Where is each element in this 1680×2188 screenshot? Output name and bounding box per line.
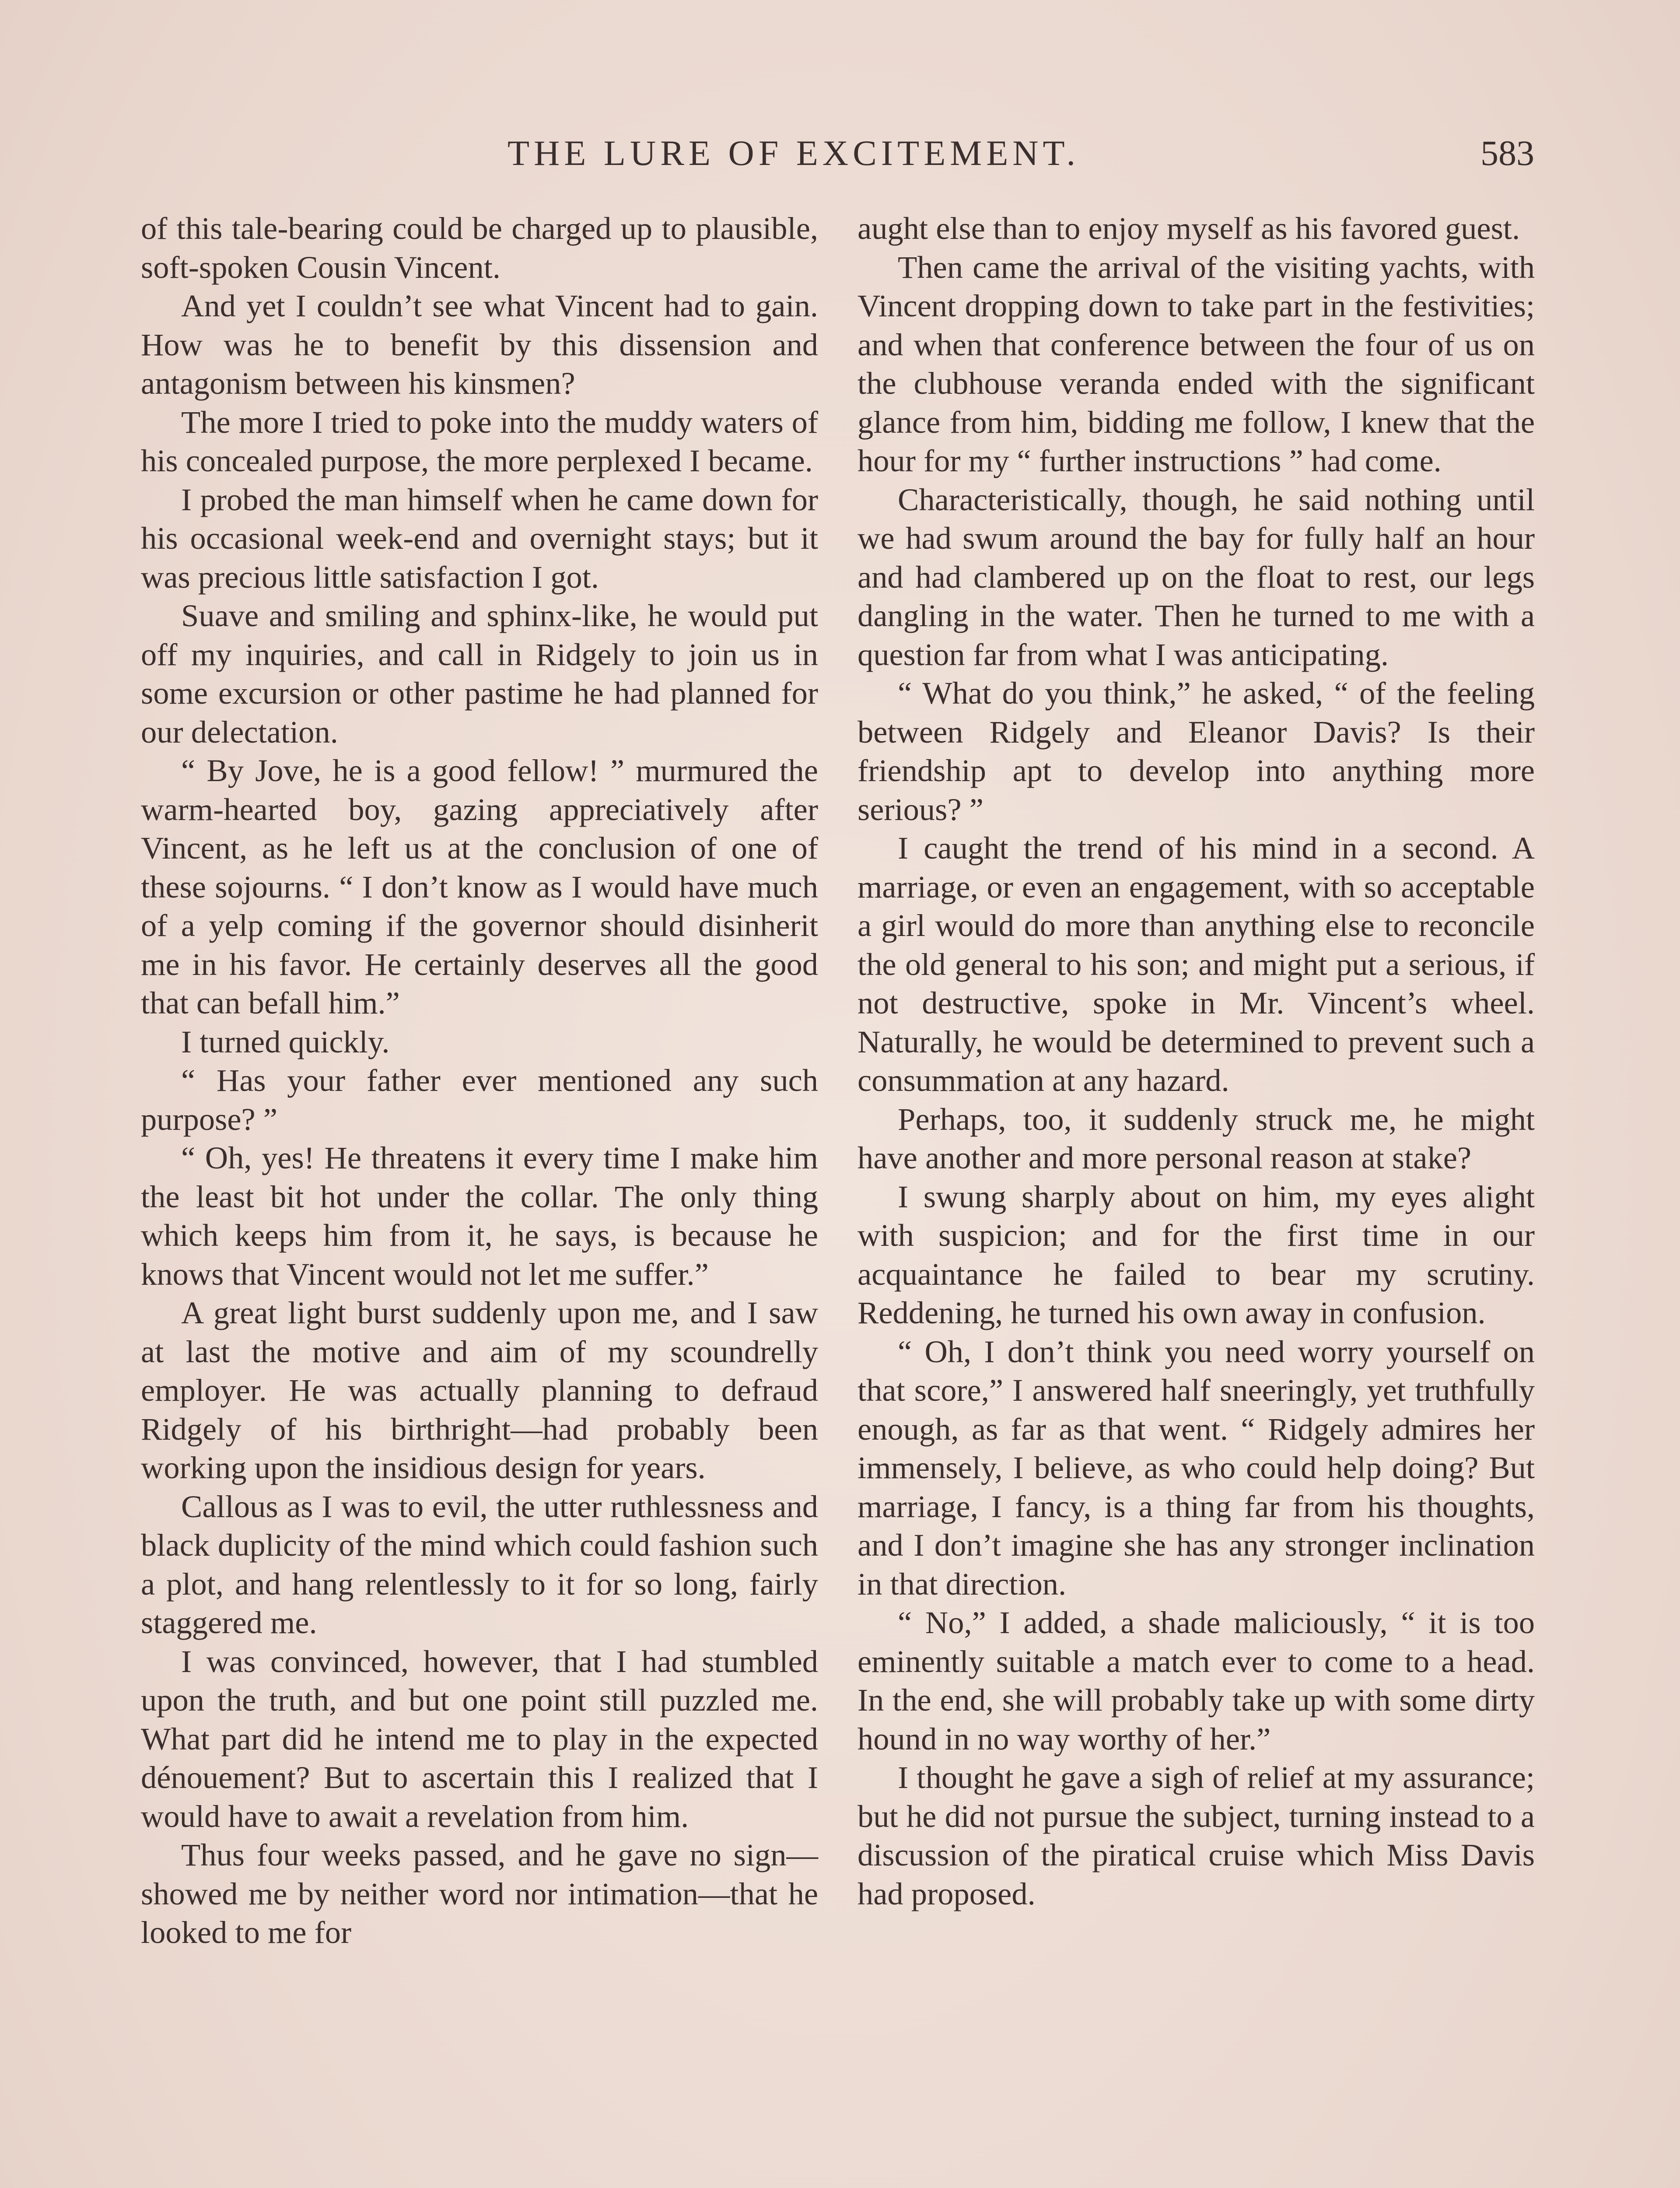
paragraph: “ Has your father ever mentioned any such purpose? ” xyxy=(141,1062,818,1137)
paragraph: Callous as I was to evil, the utter ruthlessness and black duplicity of the mind which could fashion such a plot, and hang relentlessly to it for so long, fairly staggered me. xyxy=(141,1488,818,1640)
paragraph: I caught the trend of his mind in a second. A marriage, or even an engagement, with so acceptable a girl would do more than anything else to reconcile the old general to his son; and might put a serious, if not destructive, spoke in Mr. Vincent’s wheel. Naturally, he would be determined to prevent such a consummation at any hazard. xyxy=(858,830,1535,1098)
paragraph: I thought he gave a sigh of relief at my assurance; but he did not pursue the subject, turning instead to a discussion of the piratical cruise which Miss Davis had proposed. xyxy=(858,1760,1535,1911)
paragraph: The more I tried to poke into the muddy waters of his concealed purpose, the more perplexed I became. xyxy=(141,404,818,478)
paragraph: “ Oh, I don’t think you need worry yourself on that score,” I answered half sneeringly, yet truthfully enough, as far as that went. “ Ridgely admires her immensely, I believe, as who could help doing? But marriage, I fancy, is a thing far from his thoughts, and I don’t imagine she has any stronger inclination in that direction. xyxy=(858,1333,1535,1602)
paragraph: I turned quickly. xyxy=(181,1024,390,1059)
paragraph: of this tale-bearing could be charged up to plausible, soft-spoken Cousin Vincent. xyxy=(141,210,818,285)
paragraph: “ What do you think,” he asked, “ of the feeling between Ridgely and Eleanor Davis? Is their friendship apt to develop into anything more serious? ” xyxy=(858,675,1535,827)
page-number: 583 xyxy=(1480,133,1534,173)
running-head xyxy=(0,129,1680,177)
paragraph: aught else than to enjoy myself as his favored guest. xyxy=(858,210,1520,246)
paragraph: A great light burst suddenly upon me, and I saw at last the motive and aim of my scoundrelly employer. He was actually planning to defraud Ridgely of his birthright—had probably been working upon the insidious design for years. xyxy=(141,1295,818,1485)
paragraph: Characteristically, though, he said nothing until we had swum around the bay for fully half an hour and had clambered up on the float to rest, our legs dangling in the water. Then he turned to me with a question far from what I was anticipating. xyxy=(858,481,1535,672)
running-title: THE LURE OF EXCITEMENT. xyxy=(508,133,1080,173)
paragraph: I probed the man himself when he came down for his occasional week-end and overnight stays; but it was precious little satisfaction I got. xyxy=(141,481,818,595)
paragraph: I swung sharply about on him, my eyes alight with suspicion; and for the first time in our acquaintance he failed to bear my scrutiny. Reddening, he turned his own away in confusion. xyxy=(858,1178,1535,1330)
left-column xyxy=(141,209,818,2188)
paragraph: Thus four weeks passed, and he gave no sign—showed me by neither word nor intimation—that he looked to me for xyxy=(141,1837,818,1950)
paragraph: “ No,” I added, a shade maliciously, “ it is too eminently suitable a match ever to come to a head. In the end, she will probably take up with some dirty hound in no way worthy of her.” xyxy=(858,1605,1535,1757)
paragraph: I was convinced, however, that I had stumbled upon the truth, and but one point still puzzled me. What part did he intend me to play in the expected dénouement? But to ascertain this I realized that I would have to await a revelation from him. xyxy=(141,1643,818,1834)
paragraph: “ By Jove, he is a good fellow! ” murmured the warm-hearted boy, gazing appreciatively after Vincent, as he left us at the conclusion of one of these sojourns. “ I don’t know as I would have much of a yelp coming if the governor should disinherit me in his favor. He certainly deserves all the good that can befall him.” xyxy=(141,753,818,1020)
paragraph: And yet I couldn’t see what Vincent had to gain. How was he to benefit by this dissension and antagonism between his kinsmen? xyxy=(141,288,818,401)
paragraph: Perhaps, too, it suddenly struck me, he might have another and more personal reason at stake? xyxy=(858,1101,1535,1175)
right-column xyxy=(858,209,1535,2188)
paragraph: “ Oh, yes! He threatens it every time I make him the least bit hot under the collar. The only thing which keeps him from it, he says, is because he knows that Vincent would not let me suffer.” xyxy=(141,1140,818,1292)
paragraph: Suave and smiling and sphinx-like, he would put off my inquiries, and call in Ridgely to join us in some excursion or other pastime he had planned for our delectation. xyxy=(141,598,818,750)
paragraph: Then came the arrival of the visiting yachts, with Vincent dropping down to take part in the festivities; and when that conference between the four of us on the clubhouse veranda ended with the significant glance from him, bidding me follow, I knew that the hour for my “ further instructions ” had come. xyxy=(858,249,1535,478)
